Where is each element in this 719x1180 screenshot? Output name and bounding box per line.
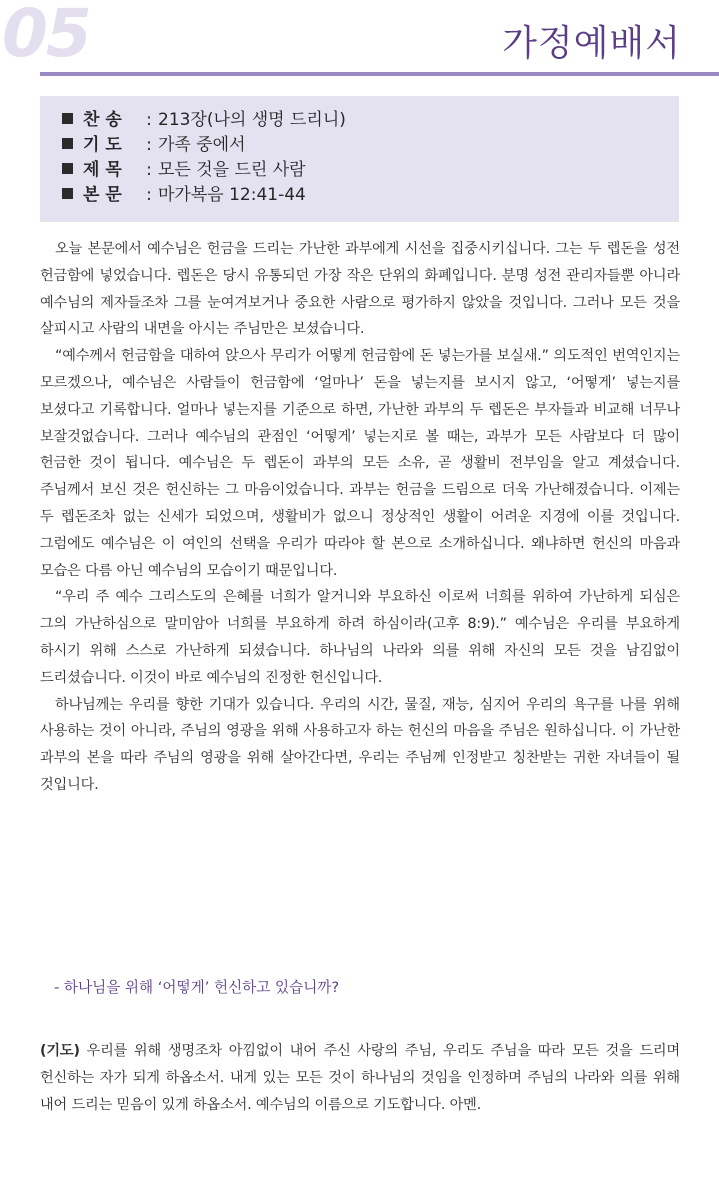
info-row-scripture <box>62 183 679 208</box>
info-label: 찬 송 <box>83 110 122 130</box>
closing-prayer <box>40 1038 680 1118</box>
info-value: 213장(나의 생명 드리니) <box>158 110 346 130</box>
square-bullet-icon <box>62 188 73 199</box>
info-row-subject <box>62 158 679 183</box>
sermon-paragraph: “우리 주 예수 그리스도의 은혜를 너희가 알거니와 부요하신 이로써 너희를 위하여 가난하게 되심은 그의 가난하심으로 말미암아 너희를 부요하게 하려 하심이라(고후 8:9).” 예수님은 우리를 부요하게 하시기 위해 스스로 가난하게 되셨습니다. 하나님의 나라와 의를 위해 자신의 모든 것을 남김없이 드리셨습니다. 이것이 바로 예수님의 진정한 헌신입니다. <box>40 589 680 686</box>
info-row-prayer <box>62 133 679 158</box>
sermon-paragraph: “예수께서 헌금함을 대하여 앉으사 무리가 어떻게 헌금함에 돈 넣는가를 보실새.” 의도적인 번역인지는 모르겠으나, 예수님은 사람들이 헌금함에 ‘얼마나’ 돈을 넣는지를 보시지 않고, ‘어떻게’ 넣는지를 보셨다고 기록합니다. 얼마나 넣는지를 기준으로 하면, 가난한 과부의 두 렙돈은 부자들과 비교해 너무나 보잘것없습니다. 그러나 예수님의 관점인 ‘어떻게’ 넣는지로 볼 때는, 과부가 모든 사람보다 더 많이 헌금한 것이 됩니다. 예수님은 두 렙돈이 과부의 모든 소유, 곧 생활비 전부임을 알고 계셨습니다. 주님께서 보신 것은 헌신하는 그 마음이었습니다. 과부는 헌금을 드림으로 더욱 가난해졌습니다. 이제는 두 렙돈조차 없는 신세가 되었으며, 생활비가 없으니 정상적인 생활이 어려운 지경에 이를 것입니다. 그럼에도 예수님은 이 여인의 선택을 우리가 따라야 할 본으로 소개하십니다. 왜냐하면 헌신의 마음과 모습은 다름 아닌 예수님의 모습이기 때문입니다. <box>40 348 680 579</box>
square-bullet-icon <box>62 163 73 174</box>
colon-separator: : <box>146 185 152 205</box>
info-label: 본 문 <box>83 185 122 205</box>
colon-separator: : <box>146 135 152 155</box>
info-value: 모든 것을 드린 사람 <box>158 160 306 180</box>
info-row-hymn <box>62 108 679 133</box>
colon-separator: : <box>146 110 152 130</box>
info-value: 마가복음 12:41-44 <box>158 185 306 205</box>
reflection-question: - 하나님을 위해 ‘어떻게’ 헌신하고 있습니까? <box>54 979 340 996</box>
prayer-text: 우리를 위해 생명조차 아낌없이 내어 주신 사랑의 주님, 우리도 주님을 따라 모든 것을 드리며 헌신하는 자가 되게 하옵소서. 내게 있는 모든 것이 하나님의 것임을 인정하며 주님의 나라와 의를 위해 내어 드리는 믿음이 있게 하옵소서. 예수님의 이름으로 기도합니다. 아멘. <box>40 1043 680 1113</box>
info-value: 가족 중에서 <box>158 135 246 155</box>
page-title: 가정예배서 <box>502 23 681 64</box>
worship-info-box <box>40 96 679 222</box>
sermon-paragraph: 하나님께는 우리를 향한 기대가 있습니다. 우리의 시간, 물질, 재능, 심지어 우리의 욕구를 나를 위해 사용하는 것이 아니라, 주님의 영광을 위해 사용하고자 하는 헌신의 마음을 주님은 원하십니다. 이 가난한 과부의 본을 따라 주님의 영광을 위해 살아간다면, 우리는 주님께 인정받고 칭찬받는 귀한 자녀들이 될 것입니다. <box>40 696 680 793</box>
sermon-body <box>40 236 680 799</box>
info-label: 기 도 <box>83 135 122 155</box>
prayer-label: (기도) <box>40 1043 80 1059</box>
square-bullet-icon <box>62 113 73 124</box>
colon-separator: : <box>146 160 152 180</box>
title-divider <box>40 72 719 76</box>
info-label: 제 목 <box>83 160 122 180</box>
sermon-paragraph: 오늘 본문에서 예수님은 헌금을 드리는 가난한 과부에게 시선을 집중시키십니다. 그는 두 렙돈을 성전 헌금함에 넣었습니다. 렙돈은 당시 유통되던 가장 작은 단위의 화폐입니다. 분명 성전 관리자들뿐 아니라 예수님의 제자들조차 그를 눈여겨보거나 중요한 사람으로 평가하지 않았을 것입니다. 그러나 모든 것을 살피시고 사람의 내면을 아시는 주님만은 보셨습니다. <box>40 241 680 338</box>
page-number: 05 <box>2 0 90 72</box>
square-bullet-icon <box>62 138 73 149</box>
